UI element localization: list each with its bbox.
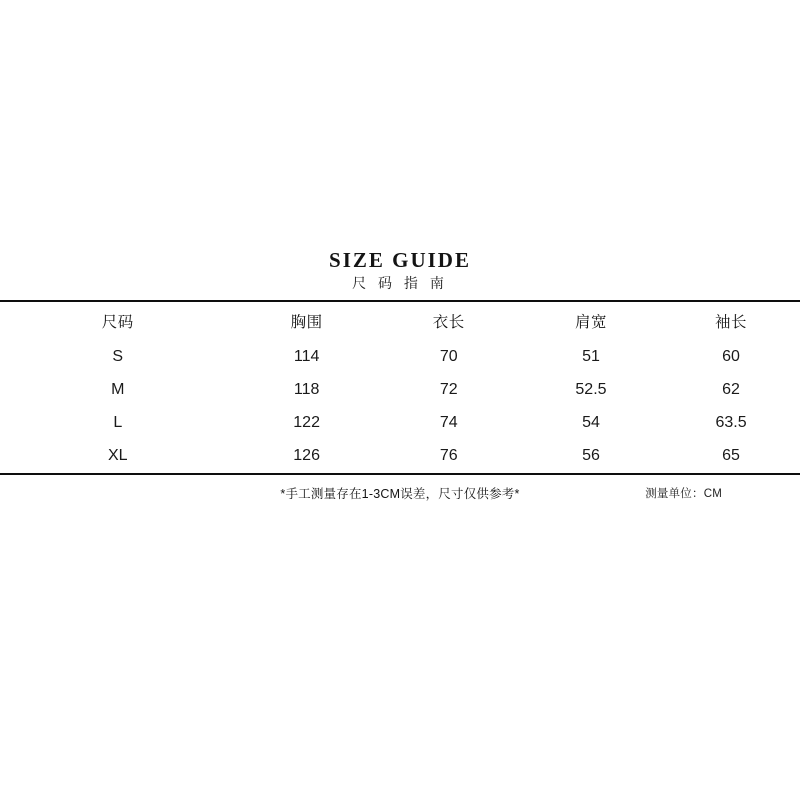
cell-length: 76: [439, 447, 458, 465]
size-guide-titles: [0, 248, 800, 292]
cell-sleeve: 62: [722, 381, 740, 399]
page-title: SIZE GUIDE: [329, 248, 471, 272]
cell-shoulder: 51: [582, 348, 600, 366]
measurement-unit: 测量单位：CM: [645, 487, 722, 500]
cell-shoulder: 52.5: [575, 381, 607, 399]
cell-bust: 118: [293, 381, 320, 399]
size-table: [0, 302, 800, 473]
table-header-row: [0, 302, 800, 341]
size-guide-block: [0, 248, 800, 509]
cell-bust: 122: [293, 414, 320, 432]
table-row: [0, 407, 800, 440]
size-guide-notes: [0, 475, 800, 509]
table-row: [0, 341, 800, 374]
column-header-length: 衣长: [432, 314, 465, 332]
cell-sleeve: 65: [722, 447, 740, 465]
cell-size: S: [112, 348, 124, 366]
table-row: [0, 374, 800, 407]
cell-sleeve: 60: [722, 348, 740, 366]
cell-length: 72: [439, 381, 458, 399]
cell-size: M: [111, 381, 125, 399]
column-header-shoulder: 肩宽: [574, 314, 607, 332]
table-row: [0, 440, 800, 473]
page-subtitle: 尺 码 指 南: [352, 275, 448, 292]
column-header-sleeve: 袖长: [715, 314, 748, 332]
column-header-bust: 胸围: [290, 314, 323, 332]
cell-shoulder: 54: [582, 414, 600, 432]
cell-sleeve: 63.5: [715, 414, 747, 432]
cell-length: 74: [439, 414, 458, 432]
cell-shoulder: 56: [582, 447, 600, 465]
cell-bust: 114: [293, 348, 320, 366]
cell-size: XL: [107, 447, 128, 465]
measurement-disclaimer: *手工测量存在1-3CM误差，尺寸仅供参考*: [280, 486, 520, 501]
cell-size: L: [113, 414, 123, 432]
column-header-size: 尺码: [101, 314, 134, 332]
cell-length: 70: [439, 348, 458, 366]
cell-bust: 126: [293, 447, 320, 465]
